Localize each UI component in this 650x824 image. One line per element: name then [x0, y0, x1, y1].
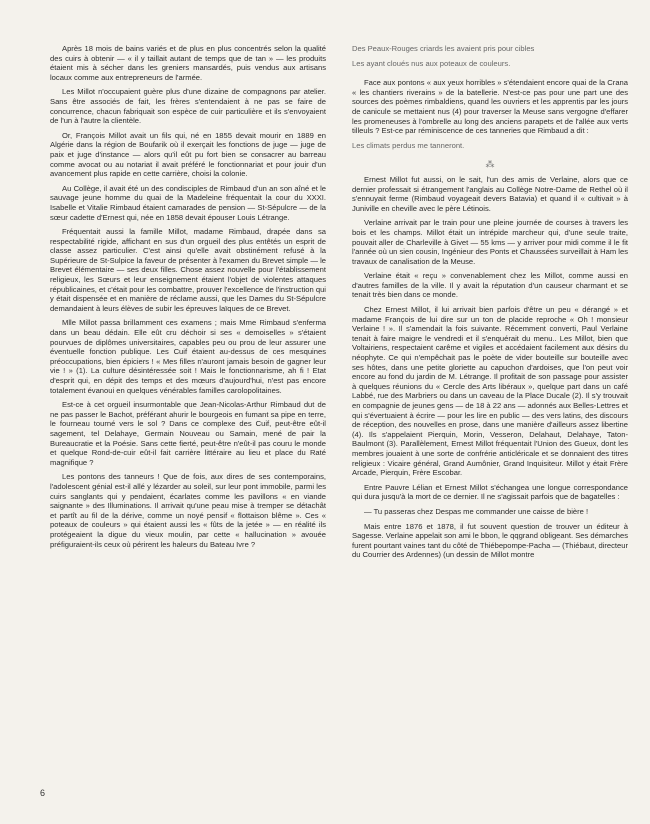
paragraph: Mais entre 1876 et 1878, il fut souvent question de trouver un éditeur à Sagesse. Verlaine appelait son ami le bbon, le qqgrand obligeant. Ses démarches furent pourtant vaines tant du côté de Thiébepompe-Pacha — (Thiébaut, directeur du Courrier des Ardennes) (un dessin de Millot montre [352, 521, 628, 560]
quote-line: — Tu passeras chez Despas me commander une caisse de bière ! [364, 506, 589, 516]
right-column [352, 44, 628, 565]
paragraph: Après 18 mois de bains variés et de plus en plus concentrés selon la qualité des cuirs à obtenir — « il y taillait autant de temps que de tan » — les produits étaient mis à sécher dans les greniers mansardés, puis vendus aux artisans locaux comme aux entrepreneurs de l'armée. [50, 44, 326, 82]
verse-line: Des Peaux-Rouges criards les avaient pris pour cibles [352, 44, 535, 53]
paragraph: Fréquentait aussi la famille Millot, madame Rimbaud, drapée dans sa respectabilité rigide, affichant en sus d'un orgueil des plus entêtés un esprit de classe assez particulier. C'est ainsi qu'elle avait obstinément refusé à la Supérieure de St-Sulpice la faveur de présenter à l'examen du Brevet simple — le Brevet élémentaire — ses deux filles. Chose assez nouvelle pour l'établissement religieux, les Sœurs et leur enseignement étaient l'objet de violentes attaques républicaines, et c'était pour les combattre, prouver l'excellence de l'instruction qui y était dispensée et en manière de réclame aussi, que les Dames du St-Sépulcre demandaient à leurs élèves de subir les épreuves laïques de ce Brevet. [50, 227, 326, 313]
verse-line: Les ayant cloués nus aux poteaux de couleurs. [352, 58, 511, 68]
paragraph: Mlle Millot passa brillamment ces examens ; mais Mme Rimbaud s'enferma dans un beau dédain. Elle eût cru déchoir si ses « demoiselles » s'étaient pourvues de diplômes universitaires, capables peu ou prou de leur assurer une éventuelle fonction publique. Les Cuif étaient au-dessus de ces mesquines préoccupations, bien épiciers ! « Mes filles n'auront jamais besoin de gagner leur vie ! » (1). La culture désintéressée soit ! Mais le fonctionnarisme, ah fi ! Etat d'esprit qui, en dépit des temps et des mœurs d'aujourd'hui, n'est pas encore totalement évanoui en quelques vénérables familles carolopolitaines. [50, 318, 326, 395]
paragraph: Les pontons des tanneurs ! Que de fois, aux dires de ses contemporains, l'adolescent génial est-il allé y lézarder au soleil, sur leur pont immobile, parmi les cuirs sanglants qui y pendaient, écarlates comme les pavillons « en viande saignante » des Illuminations. Il arrivait qu'une peau mise à tremper se détachât et partît au fil de la dérive, comme un noyé pensif « flottaison blême ». Ces « poteaux de couleurs » qui étaient aussi les « fûts de la jetée » — en réalité ils protégeaient la digue du vieux moulin, par cette « hallucination » avouée préfiguraient-ils ceux où périrent les haleurs du Bateau Ivre ? [50, 472, 326, 549]
paragraph: Est-ce à cet orgueil insurmontable que Jean-Nicolas-Arthur Rimbaud dut de ne pas passer le Bachot, préférant ahurir le bourgeois en fumant sa pipe en terre, le fourneau tourné vers le sol ? Dans ce complexe des Cuif, peut-être eût-il sagement, tel Delahaye, Germain Nouveau ou Samain, mené de pair la Bureaucratie et la Poésie. Sans cette fierté, peut-être n'eût-il pas couru le monde et quelque Rond-de-cuir eût-il fait carrière littéraire au lieu et place du Raté magnifique ? [50, 400, 326, 467]
paragraph: Verlaine était « reçu » convenablement chez les Millot, comme aussi en d'autres familles de la ville. Il y avait la réputation d'un causeur charmant et se tenait très bien dans ce monde. [352, 271, 628, 300]
paragraph: Verlaine arrivait par le train pour une pleine journée de courses à travers les bois et les champs. Millot était un intrépide marcheur qui, d'une seule traite, pouvait aller de Charleville à Givet — 55 kms — y arriver pour midi comme il le fit l'année où un sien cousin, Ingénieur des Ponts et Chaussées surveillait à Ham les travaux de canalisation de la Meuse. [352, 218, 628, 266]
paragraph: Les Millot n'occupaient guère plus d'une dizaine de compagnons par atelier. Sans être associés de fait, les frères s'entendaient à ne pas se faire de concurrence, chacun fabriquait son espèce de cuir particulière et ils s'envoyaient de l'un à l'autre la clientèle. [50, 87, 326, 126]
paragraph: Ernest Millot fut aussi, on le sait, l'un des amis de Verlaine, alors que ce dernier professait si étrangement l'anglais au Collège Notre-Dame de Rethel où il s'ennuyait ferme (Rimbaud voyageait devers Batavia) et quand il « cultivait » à Juniville en cheville avec le père Létinois. [352, 174, 628, 213]
paragraph: Chez Ernest Millot, il lui arrivait bien parfois d'être un peu « dérangé » et madame François de lui dire sur un ton de placide reproche « Oh ! monsieur Verlaine ! ». Il s'amendait la fois suivante. Récemment converti, Paul Verlaine tenait à faire maigre le vendredi et il s'enquérait du menu.. Les Millot, bien que Voltairiens, respectaient carême et vigiles et accédaient facilement aux désirs du néophyte. Ce qui n'empêchait pas le poète de vider bouteille sur bouteille avec ses hôtes, dans une petite gloriette au capuchon d'ardoises, que l'on peut voir encore au fond du jardin de M. Létrange. Il profitait de son passage pour assister à quelques réunions du « Cercle des Arts libéraux », quelque part dans un café Labbé, rue des Marbriers ou dans un caveau de la Place Ducale (2). Il s'y trouvait en compagnie de jeunes gens — de 18 à 22 ans — adonnés aux Belles-Lettres et qui s'évertuaient à écrire — pour les lire en public — des vers latins, des discours de réception, des nouvelles en prose, dans une manière d'ailleurs assez libertine (4). Ils s'appelaient Pierquin, Morin, Vesseron, Delahaut, Delahaye, Taton-Baulmont (3). Parallèlement, Ernest Millot fréquentait l'Union des Gueux, dont les membres jouaient à une sorte de confrérie anticléricale et se donnaient des titres religieux : Vicaire général, Grand Aumônier, Grand Inquisiteur. Millot y était Frère Arcade, Pierquin, Frère Escobar. [352, 305, 628, 478]
verse-line: Les climats perdus me tanneront. [352, 140, 465, 150]
paragraph: Entre Pauvre Lélian et Ernest Millot s'échangea une longue correspondance qui dura jusqu'à la mort de ce dernier. Il ne s'agissait parfois que de bagatelles : [352, 482, 628, 502]
paragraph: Au Collège, il avait été un des condisciples de Rimbaud d'un an son aîné et le sauvage jeune homme du quai de la Madeleine fréquentait la cour du XXXI. Isabelle et Vitalie Rimbaud étaient camarades de pension — St-Sépulcre — de la sœur cadette d'Ernest qui, née en 1858 devait épouser Louis Létrange. [50, 183, 326, 222]
left-column [50, 44, 326, 554]
paragraph: Face aux pontons « aux yeux horribles » s'étendaient encore quai de la Crana « les chantiers riverains » de la batellerie. N'est-ce pas pour une part une des sources des poèmes rimbaldiens, quand les ouvriers et les apprentis par les jours de canicule se mettaient nus (4) pour traverser la Meuse sans vergogne d'effarer les promeneuses à l'ombrelle au long des anciens parapets et de l'allée aux verts tilleuls ? Est-ce par réminiscence de ces tanneries que Rimbaud a dit : [352, 78, 628, 136]
asterism-separator: ⁂ [485, 159, 495, 170]
page-number: 6 [40, 788, 46, 798]
paragraph: Or, François Millot avait un fils qui, né en 1855 devait mourir en 1889 en Algérie dans la région de Boufarik où il exerçait les fonctions de juge — juge de paix et juge d'instance — alors qu'il eût pu fort bien se consacrer au barreau comme avocat ou au notariat il avait préféré le fonctionnariat et pour jouir d'un avancement plus rapide en cette carrière, choisi la colonie. [50, 130, 326, 179]
